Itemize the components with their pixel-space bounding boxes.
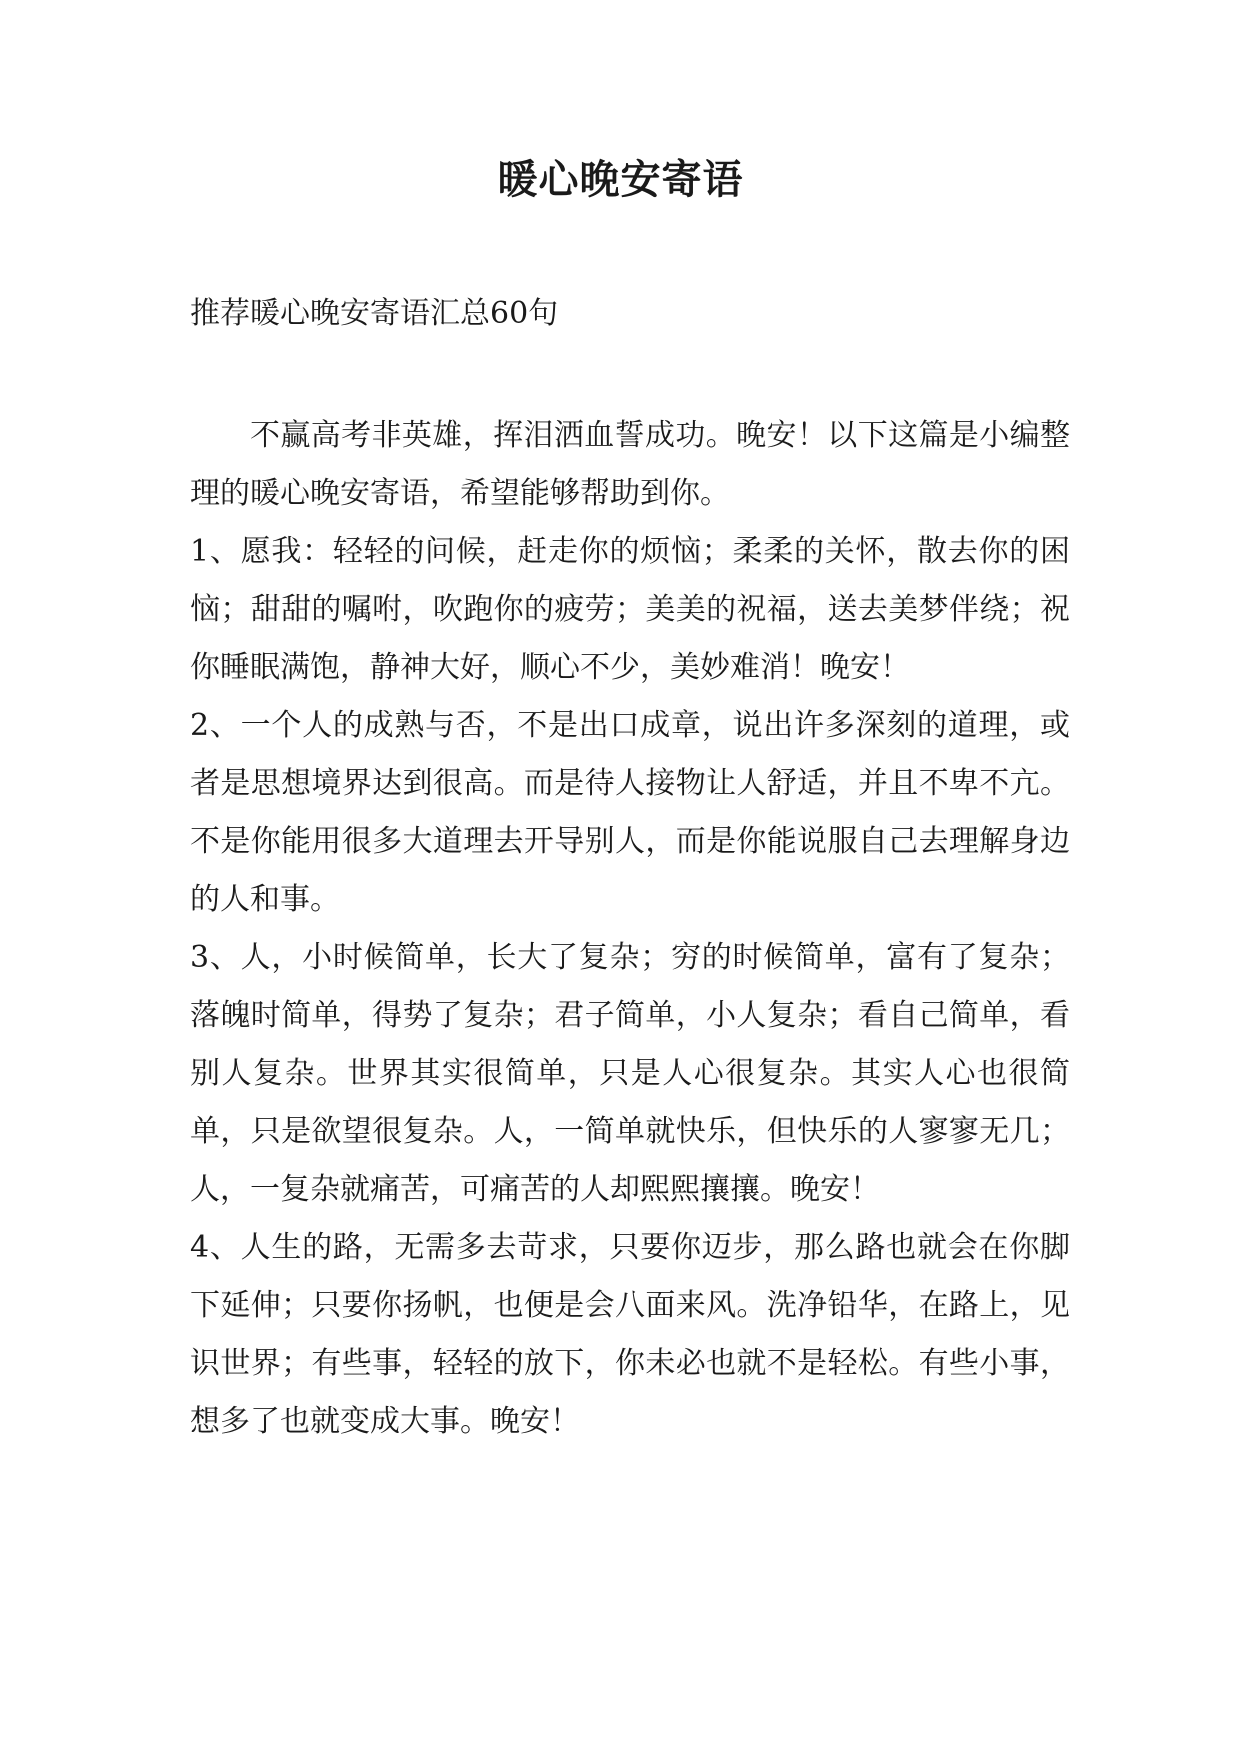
item-paragraph-3: 3、人，小时候简单，长大了复杂；穷的时候简单，富有了复杂；落魄时简单，得势了复杂；君子简单，小人复杂；看自己简单，看别人复杂。世界其实很简单，只是人心很复杂。其实人心也很简单，只是欲望很复杂。人，一简单就快乐，但快乐的人寥寥无几；人，一复杂就痛苦，可痛苦的人却熙熙攘攘。晚安！ <box>190 940 1070 1207</box>
intro-paragraph: 不赢高考非英雄，挥泪洒血誓成功。晚安！以下这篇是小编整理的暖心晚安寄语，希望能够帮助到你。 <box>190 418 1070 511</box>
item-paragraph-2: 2、一个人的成熟与否，不是出口成章，说出许多深刻的道理，或者是思想境界达到很高。而是待人接物让人舒适，并且不卑不亢。不是你能用很多大道理去开导别人，而是你能说服自己去理解身边的人和事。 <box>190 708 1070 917</box>
document-body <box>190 407 1070 1451</box>
document-title: 暖心晚安寄语 <box>497 156 744 203</box>
document-subtitle: 推荐暖心晚安寄语汇总60句 <box>190 296 559 331</box>
item-paragraph-1: 1、愿我：轻轻的问候，赶走你的烦恼；柔柔的关怀，散去你的困恼；甜甜的嘱咐，吹跑你的疲劳；美美的祝福，送去美梦伴绕；祝你睡眠满饱，静神大好，顺心不少，美妙难消！晚安！ <box>190 534 1070 685</box>
item-paragraph-4: 4、人生的路，无需多去苛求，只要你迈步，那么路也就会在你脚下延伸；只要你扬帆，也便是会八面来风。洗净铅华，在路上，见识世界；有些事，轻轻的放下，你未必也就不是轻松。有些小事，想多了也就变成大事。晚安！ <box>190 1230 1070 1439</box>
